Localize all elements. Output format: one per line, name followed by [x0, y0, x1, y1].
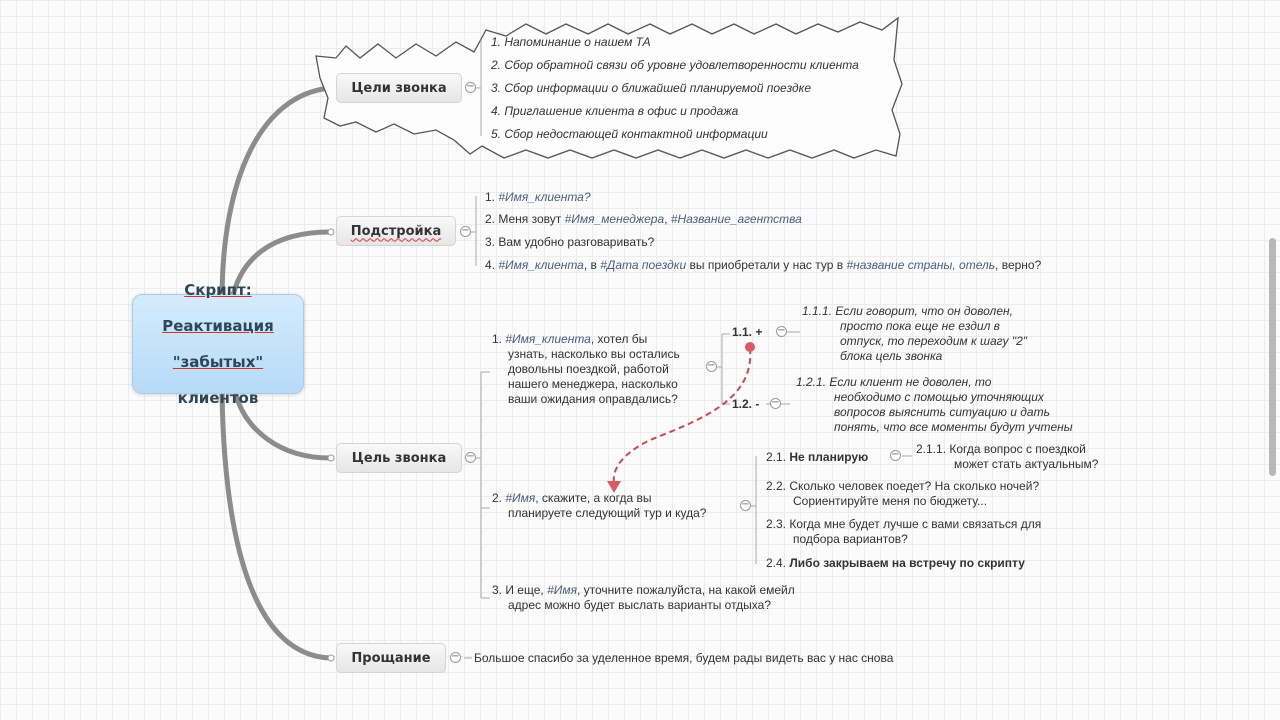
branch-1-2[interactable]: 1.2. - — [732, 397, 760, 411]
tuning-1-num: 1. — [485, 190, 496, 204]
topic-purpose[interactable]: Цель звонка — [336, 443, 462, 473]
tuning-item-1[interactable] — [485, 190, 591, 205]
q2-num: 2. — [492, 491, 503, 505]
b23-line-1: 2.3. Когда мне будет лучше с вами связаться для — [766, 517, 1042, 531]
q2-line-2: планируете следующий тур и куда? — [508, 506, 707, 520]
b121-line-3: вопросов выяснить ситуацию и дать — [834, 405, 1050, 419]
tuning-item-2[interactable] — [485, 212, 802, 227]
tuning-2-sep: , — [664, 212, 668, 226]
b111-line-4: блока цель звонка — [840, 349, 943, 363]
central-line-3: "забытых" — [172, 353, 264, 371]
tuning-4-num: 4. — [485, 258, 496, 272]
branch-2-1-1[interactable] — [916, 442, 1098, 472]
q1-line-5: ваши ожидания оправдались? — [508, 392, 678, 406]
b22-line-1: 2.2. Сколько человек поедет? На сколько ночей? — [766, 479, 1040, 493]
q3-line-2: адрес можно будет выслать варианты отдыха? — [508, 598, 772, 612]
purpose-q2[interactable] — [492, 491, 706, 521]
b211-line-2: может стать актуальным? — [954, 457, 1099, 471]
tuning-4-t2: вы приобретали у нас тур в — [689, 258, 844, 272]
collapse-farewell-toggle[interactable]: − — [451, 651, 460, 662]
branch-2-3[interactable] — [766, 517, 1041, 547]
branch-2-2[interactable] — [766, 479, 1039, 509]
branch-1-1-1[interactable] — [802, 304, 1027, 364]
b24-text: Либо закрываем на встречу по скрипту — [789, 556, 1025, 570]
farewell-text[interactable]: Большое спасибо за уделенное время, будем рады видеть вас у нас снова — [474, 651, 894, 665]
b111-line-1: 1.1.1. Если говорит, что он доволен, — [802, 304, 1013, 318]
topic-farewell[interactable]: Прощание — [336, 643, 446, 673]
goals-item-3[interactable]: 3. Сбор информации о ближайшей планируемой поездке — [491, 81, 811, 95]
b21-text: Не планирую — [789, 450, 869, 464]
b22-line-2: Сориентируйте меня по бюджету... — [793, 494, 988, 508]
collapse-purpose-toggle[interactable]: − — [466, 451, 475, 462]
b111-line-2: просто пока еще не ездил в — [840, 319, 1000, 333]
collapse-tuning-toggle[interactable]: − — [461, 225, 470, 236]
q1-var: #Имя_клиента — [505, 332, 591, 346]
tuning-2-text: Меня зовут — [498, 212, 562, 226]
b211-line-1: 2.1.1. Когда вопрос с поездкой — [916, 442, 1086, 456]
topic-tuning[interactable]: Подстройка — [336, 216, 456, 246]
b23-line-2: подбора вариантов? — [793, 532, 908, 546]
q3-var: #Имя — [547, 583, 577, 597]
tuning-4-t3: , верно? — [995, 258, 1042, 272]
tuning-4-t1: , в — [583, 258, 597, 272]
goals-item-1[interactable]: 1. Напоминание о нашем ТА — [491, 35, 651, 49]
b121-line-2: необходимо с помощью уточняющих — [834, 390, 1044, 404]
q3-line-1: , уточните пожалуйста, на какой емейл — [576, 583, 795, 597]
q2-var: #Имя — [505, 491, 536, 505]
tuning-item-4[interactable] — [485, 258, 1041, 273]
central-line-4: клиентов — [177, 389, 259, 407]
collapse-q1-toggle[interactable]: − — [707, 360, 716, 371]
goals-item-4[interactable]: 4. Приглашение клиента в офис и продажа — [491, 104, 739, 118]
b111-line-3: отпуск, то переходим к шагу "2" — [840, 334, 1028, 348]
central-line-2: Реактивация — [162, 317, 274, 335]
tuning-4-var2: #Дата поездки — [600, 258, 687, 272]
b21-num: 2.1. — [766, 450, 787, 464]
branch-2-1[interactable] — [766, 450, 868, 465]
collapse-goals-toggle[interactable]: − — [466, 81, 475, 92]
collapse-b12-toggle[interactable]: − — [771, 397, 780, 408]
relationship-start-dot[interactable] — [745, 342, 755, 352]
purpose-q3[interactable] — [492, 583, 795, 613]
topic-goals[interactable]: Цели звонка — [336, 73, 462, 103]
q1-num: 1. — [492, 332, 503, 346]
tuning-2-var1: #Имя_менеджера — [564, 212, 665, 226]
q1-line-4: нашего менеджера, насколько — [508, 377, 678, 391]
tuning-1-var: #Имя_клиента? — [498, 190, 591, 204]
b24-num: 2.4. — [766, 556, 787, 570]
tuning-2-var2: #Название_агентства — [670, 212, 802, 226]
tuning-4-var3: #название страны, отель — [846, 258, 996, 272]
purpose-q1[interactable] — [492, 332, 680, 407]
tuning-item-3[interactable]: 3. Вам удобно разговаривать? — [485, 235, 655, 249]
branch-2-4[interactable] — [766, 556, 1025, 571]
b121-line-1: 1.2.1. Если клиент не доволен, то — [796, 375, 992, 389]
collapse-b11-toggle[interactable]: − — [777, 325, 786, 336]
collapse-b21-toggle[interactable]: − — [891, 449, 900, 460]
q3-num: 3. И еще, — [492, 583, 544, 597]
q1-line-1: , хотел бы — [590, 332, 648, 346]
b121-line-4: понять, что все моменты будут учтены — [834, 420, 1073, 434]
vertical-scrollbar[interactable] — [1269, 238, 1276, 476]
tuning-4-var1: #Имя_клиента — [498, 258, 584, 272]
q2-line-1: , скажите, а когда вы — [535, 491, 652, 505]
goals-item-2[interactable]: 2. Сбор обратной связи об уровне удовлетворенности клиента — [491, 58, 859, 72]
q1-line-3: довольны поездкой, работой — [508, 362, 669, 376]
central-line-1: Скрипт: — [184, 281, 252, 299]
central-topic[interactable] — [132, 281, 304, 407]
q1-line-2: узнать, насколько вы остались — [508, 347, 680, 361]
collapse-q2-toggle[interactable]: − — [741, 499, 750, 510]
goals-item-5[interactable]: 5. Сбор недостающей контактной информации — [491, 127, 768, 141]
branch-1-2-1[interactable] — [796, 375, 1073, 435]
branch-1-1[interactable]: 1.1. + — [732, 325, 763, 339]
tuning-2-num: 2. — [485, 212, 496, 226]
